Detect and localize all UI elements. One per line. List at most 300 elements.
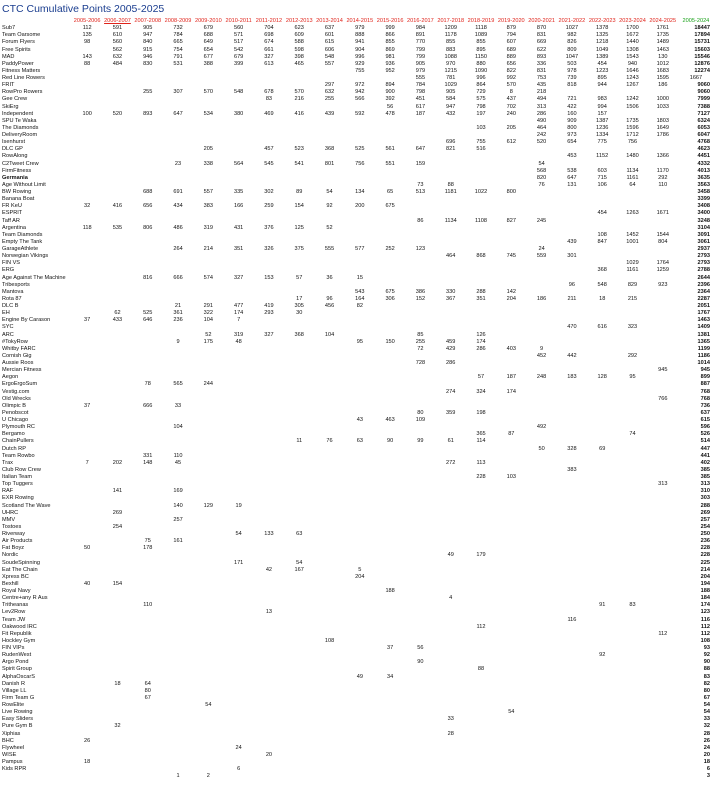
- season-points: [375, 175, 405, 182]
- season-points: [72, 339, 102, 346]
- season-points: [314, 182, 344, 189]
- season-points: [436, 317, 466, 324]
- season-points: 100: [82, 110, 92, 117]
- season-points: [648, 659, 678, 666]
- table-row: [2, 339, 714, 346]
- season-points: [193, 588, 223, 595]
- season-points: 9: [176, 338, 180, 345]
- season-points: [496, 602, 526, 609]
- season-points: [223, 695, 253, 702]
- season-points: [284, 638, 314, 645]
- season-points: [375, 624, 405, 631]
- season-points: 452: [536, 352, 547, 359]
- season-points: [405, 474, 435, 481]
- season-points: 905: [446, 89, 456, 96]
- table-row: [2, 431, 714, 438]
- season-points: 1150: [474, 53, 488, 60]
- season-points: [284, 602, 314, 609]
- season-points: [193, 581, 223, 588]
- season-points: [648, 346, 678, 353]
- season-points: 123: [415, 246, 426, 252]
- season-points: [345, 531, 375, 538]
- season-points: [345, 588, 375, 595]
- season-points: [254, 766, 284, 773]
- season-points: 1047: [565, 53, 579, 60]
- season-points: 112: [82, 25, 92, 32]
- season-points: [375, 446, 405, 453]
- season-points: [102, 417, 132, 424]
- season-points: 571: [233, 32, 244, 39]
- season-points: [587, 552, 617, 559]
- season-points: [102, 410, 132, 417]
- season-points: [193, 82, 223, 89]
- season-points: [526, 752, 556, 759]
- table-row: [2, 674, 714, 681]
- season-points: [436, 353, 466, 360]
- total-points: 3400: [697, 210, 710, 217]
- season-points: 548: [233, 89, 244, 96]
- season-points: [72, 410, 102, 417]
- season-points: [223, 218, 253, 225]
- season-points: [223, 82, 253, 89]
- season-points: [648, 560, 678, 567]
- season-points: 1389: [595, 53, 609, 60]
- season-points: 80: [144, 687, 151, 694]
- season-points: [557, 595, 587, 602]
- season-points: 570: [506, 82, 516, 89]
- season-points: [436, 538, 466, 545]
- season-points: [526, 317, 556, 324]
- season-points: [526, 453, 556, 460]
- season-points: [466, 488, 496, 495]
- season-points: 821: [446, 146, 456, 153]
- season-points: [223, 709, 253, 716]
- season-points: [72, 474, 102, 481]
- season-points: [436, 574, 466, 581]
- team-name: ESPRIT: [2, 210, 23, 217]
- team-name: DLC B: [2, 303, 19, 309]
- table-row: [2, 118, 714, 125]
- season-points: 459: [446, 338, 456, 345]
- season-points: [72, 218, 102, 225]
- season-points: [314, 602, 344, 609]
- team-name: Dutch RP: [2, 445, 26, 452]
- season-points: [102, 125, 132, 132]
- season-points: [284, 695, 314, 702]
- team-name: FR KeU: [2, 203, 22, 210]
- season-points: [163, 588, 193, 595]
- season-points: [375, 232, 405, 239]
- season-points: [102, 759, 132, 766]
- season-points: [526, 538, 556, 545]
- season-points: [648, 189, 678, 196]
- team-name: Scotland The Wave: [2, 502, 51, 509]
- total-points: 2793: [697, 260, 710, 267]
- season-points: [345, 431, 375, 438]
- season-points: [526, 203, 556, 210]
- season-points: [163, 617, 193, 624]
- season-points: [587, 738, 617, 745]
- season-points: [436, 246, 466, 253]
- season-points: 561: [385, 146, 395, 153]
- season-points: 34: [387, 673, 394, 680]
- season-points: [193, 232, 223, 239]
- season-points: [405, 260, 435, 267]
- season-points: 52: [205, 331, 212, 338]
- season-points: 416: [294, 110, 304, 117]
- season-points: [436, 196, 466, 203]
- season-points: [284, 609, 314, 616]
- total-points: 7127: [697, 110, 710, 117]
- season-points: [223, 438, 253, 445]
- season-points: 1378: [595, 25, 609, 32]
- season-points: [72, 189, 102, 196]
- season-points: [648, 146, 678, 153]
- season-points: [193, 118, 223, 125]
- season-points: 86: [417, 217, 424, 224]
- season-points: 49: [356, 673, 363, 680]
- season-points: [193, 346, 223, 353]
- season-points: [223, 146, 253, 153]
- season-points: [496, 460, 526, 467]
- season-points: [405, 588, 435, 595]
- season-points: [223, 153, 253, 160]
- season-points: [587, 723, 617, 730]
- season-points: 45: [174, 459, 182, 466]
- season-points: 704: [264, 25, 274, 32]
- season-points: [436, 503, 466, 510]
- season-points: 215: [627, 295, 638, 302]
- season-points: 13: [265, 609, 273, 616]
- season-points: [587, 367, 617, 374]
- season-points: [163, 353, 193, 360]
- season-points: 978: [567, 67, 577, 74]
- season-points: [436, 766, 466, 773]
- table-row: [2, 517, 714, 524]
- season-points: [193, 367, 223, 374]
- season-points: [526, 396, 556, 403]
- season-points: 54: [205, 702, 212, 708]
- season-points: [133, 666, 163, 673]
- season-points: [133, 716, 163, 723]
- team-name: Fat Boyz: [2, 545, 25, 552]
- season-points: 388: [203, 60, 213, 67]
- table-row: [2, 652, 714, 659]
- season-points: 20: [265, 751, 273, 758]
- season-points: [345, 538, 375, 545]
- season-points: 159: [415, 160, 426, 167]
- season-points: [526, 631, 556, 638]
- season-points: 49: [447, 552, 454, 559]
- season-points: [345, 510, 375, 517]
- season-points: [405, 666, 435, 673]
- season-points: [345, 175, 375, 182]
- season-points: [284, 659, 314, 666]
- season-points: [557, 631, 587, 638]
- season-points: [223, 296, 253, 303]
- season-points: [314, 624, 344, 631]
- season-points: 54: [508, 709, 515, 716]
- season-points: 541: [294, 160, 304, 167]
- season-points: 612: [506, 139, 516, 146]
- season-points: [375, 773, 405, 780]
- season-points: [223, 602, 253, 609]
- season-points: [284, 374, 314, 381]
- season-points: [436, 374, 466, 381]
- total-points: 1463: [697, 317, 710, 324]
- season-points: 665: [173, 39, 183, 46]
- season-points: 88: [477, 666, 485, 673]
- season-points: [193, 645, 223, 652]
- season-points: [587, 545, 617, 552]
- total-points: 596: [700, 424, 710, 431]
- season-points: [163, 104, 193, 111]
- season-points: 313: [536, 103, 547, 110]
- season-points: [617, 652, 647, 659]
- total-points: 2788: [697, 267, 710, 274]
- team-name: RudenWest: [2, 652, 32, 659]
- season-points: [436, 560, 466, 567]
- season-points: [345, 424, 375, 431]
- season-points: [496, 488, 526, 495]
- season-points: 674: [264, 39, 274, 46]
- season-points: [648, 503, 678, 510]
- season-points: [284, 210, 314, 217]
- season-points: [223, 424, 253, 431]
- season-points: [466, 495, 496, 502]
- season-points: [163, 175, 193, 182]
- season-points: [102, 545, 132, 552]
- table-row: [2, 82, 714, 89]
- season-points: [223, 510, 253, 517]
- season-points: [557, 517, 587, 524]
- season-points: [345, 752, 375, 759]
- season-points: [314, 403, 344, 410]
- season-points: [345, 182, 375, 189]
- season-points: [496, 161, 526, 168]
- season-points: [133, 638, 163, 645]
- season-points: [557, 666, 587, 673]
- season-points: 584: [446, 96, 456, 103]
- season-header: 2010-2011: [225, 18, 252, 24]
- season-points: 946: [143, 53, 153, 60]
- season-points: [557, 560, 587, 567]
- season-points: [436, 282, 466, 289]
- season-points: 104: [324, 331, 335, 338]
- season-points: [526, 438, 556, 445]
- season-points: [405, 153, 435, 160]
- table-row: [2, 467, 714, 474]
- season-points: [557, 503, 587, 510]
- season-points: 570: [294, 89, 304, 96]
- season-points: 669: [536, 39, 547, 46]
- season-points: [72, 624, 102, 631]
- season-points: [193, 403, 223, 410]
- total-points: 887: [700, 381, 710, 388]
- season-points: [102, 303, 132, 310]
- season-points: 42: [265, 566, 273, 573]
- season-points: [193, 104, 223, 111]
- season-points: 174: [476, 338, 486, 345]
- season-points: 83: [629, 602, 636, 609]
- total-points: 1767: [697, 310, 710, 317]
- season-points: [587, 488, 617, 495]
- season-points: [466, 367, 496, 374]
- total-points: 288: [700, 502, 710, 509]
- team-name: Tostoes: [2, 523, 22, 530]
- season-points: [254, 139, 284, 146]
- season-points: [496, 196, 526, 203]
- season-points: 562: [112, 46, 123, 53]
- season-points: [133, 353, 163, 360]
- total-points: 188: [700, 588, 710, 594]
- season-points: 43: [356, 417, 363, 423]
- season-points: [72, 531, 102, 538]
- season-points: [496, 745, 526, 752]
- season-points: [193, 132, 223, 139]
- season-points: [466, 168, 496, 175]
- season-points: [648, 617, 678, 624]
- season-points: [345, 602, 375, 609]
- total-points: 1014: [697, 360, 710, 366]
- season-points: [405, 282, 435, 289]
- season-points: [557, 524, 587, 531]
- season-points: [133, 552, 163, 559]
- season-points: 5: [358, 566, 362, 573]
- season-points: [254, 446, 284, 453]
- season-points: 205: [506, 124, 516, 131]
- season-points: 888: [355, 32, 365, 39]
- season-points: [133, 481, 163, 488]
- season-points: [314, 374, 344, 381]
- team-name: Aussie Roos: [2, 360, 34, 366]
- season-points: [526, 417, 556, 424]
- table-row: [2, 246, 714, 253]
- season-points: 37: [84, 402, 91, 409]
- season-points: [436, 210, 466, 217]
- season-points: [405, 759, 435, 766]
- season-points: [193, 759, 223, 766]
- season-points: [133, 624, 163, 631]
- season-points: [405, 488, 435, 495]
- season-points: [254, 260, 284, 267]
- season-points: [345, 453, 375, 460]
- season-points: [648, 588, 678, 595]
- table-row: [2, 545, 714, 552]
- season-points: 324: [476, 388, 486, 395]
- season-points: 691: [173, 189, 183, 195]
- season-points: [496, 267, 526, 274]
- season-header: 2017-2018: [437, 18, 465, 24]
- season-points: [648, 453, 678, 460]
- season-points: [617, 225, 647, 232]
- season-points: [617, 111, 647, 118]
- season-points: [163, 674, 193, 681]
- season-points: [223, 182, 253, 189]
- season-points: [163, 289, 193, 296]
- season-points: [345, 118, 375, 125]
- season-points: 166: [233, 203, 244, 210]
- season-points: [436, 681, 466, 688]
- season-points: [405, 396, 435, 403]
- season-points: 729: [476, 89, 486, 96]
- season-points: [496, 659, 526, 666]
- season-points: [163, 438, 193, 445]
- season-points: 755: [476, 139, 486, 146]
- season-points: 577: [355, 246, 365, 252]
- season-points: [375, 153, 405, 160]
- team-name: Red Line Rowers: [2, 75, 45, 81]
- season-points: [345, 374, 375, 381]
- season-points: [617, 588, 647, 595]
- season-points: [526, 239, 556, 246]
- season-points: [314, 503, 344, 510]
- season-points: 847: [597, 238, 607, 245]
- season-points: [133, 574, 163, 581]
- season-points: [345, 467, 375, 474]
- season-points: [617, 645, 647, 652]
- season-points: [617, 716, 647, 723]
- season-points: 770: [415, 39, 426, 46]
- season-points: 513: [415, 189, 426, 195]
- season-points: 1263: [626, 210, 639, 217]
- season-points: [163, 267, 193, 274]
- total-points: 526: [700, 431, 710, 438]
- season-points: [284, 495, 314, 502]
- season-points: [436, 695, 466, 702]
- season-points: [102, 446, 132, 453]
- season-points: 183: [567, 374, 577, 381]
- season-points: [436, 232, 466, 239]
- season-points: 791: [173, 53, 183, 60]
- season-points: 809: [567, 46, 577, 53]
- season-points: [648, 467, 678, 474]
- season-points: 570: [203, 89, 213, 96]
- season-points: [345, 738, 375, 745]
- season-points: [496, 503, 526, 510]
- season-points: 18: [114, 680, 121, 687]
- season-points: 186: [536, 295, 547, 302]
- season-points: 598: [294, 46, 304, 53]
- season-points: 798: [415, 89, 426, 96]
- season-points: [102, 289, 132, 296]
- season-points: [496, 617, 526, 624]
- team-name: Pure Gym B: [2, 723, 33, 730]
- season-points: [345, 132, 375, 139]
- season-points: [405, 723, 435, 730]
- season-points: 929: [355, 60, 365, 67]
- season-points: [375, 552, 405, 559]
- total-points: 214: [700, 566, 710, 573]
- season-points: [345, 517, 375, 524]
- season-points: [557, 196, 587, 203]
- season-points: [193, 531, 223, 538]
- season-points: [284, 488, 314, 495]
- season-points: 40: [84, 580, 91, 587]
- season-points: [314, 232, 344, 239]
- table-row: [2, 446, 714, 453]
- season-points: [436, 203, 466, 210]
- season-points: 936: [385, 60, 395, 67]
- season-points: [72, 695, 102, 702]
- season-points: [254, 524, 284, 531]
- season-points: [254, 709, 284, 716]
- season-points: [345, 282, 375, 289]
- season-points: 947: [143, 32, 153, 39]
- season-points: 1236: [595, 124, 609, 131]
- season-points: [405, 118, 435, 125]
- table-row: [2, 189, 714, 196]
